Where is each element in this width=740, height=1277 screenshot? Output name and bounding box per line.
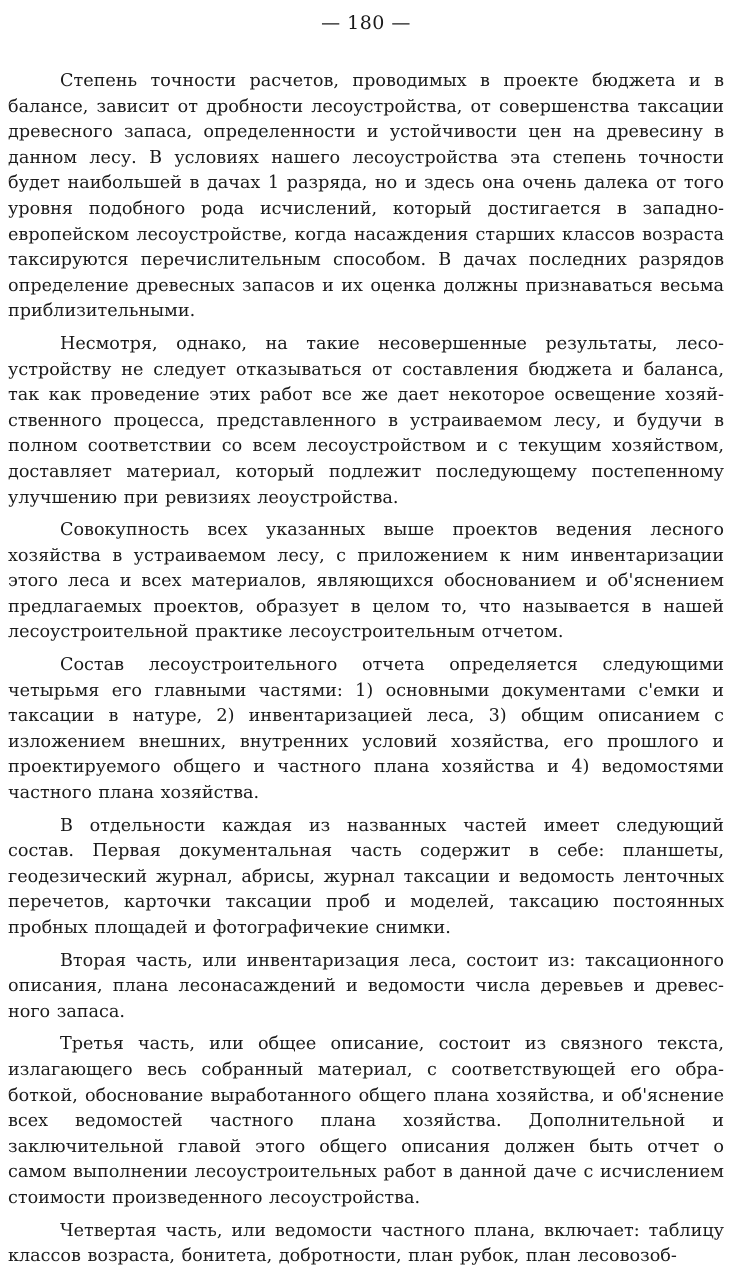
- paragraph-first-part: В отдельности каждая из названных частей имеет следующий состав. Первая документальная часть содержит в себе: планшеты, геодезический журнал, абрисы, журнал таксации и ведомость ленточных перечетов, карточки таксации проб и моделей, таксацию постоянных пробных площадей и фотографичекие снимки.: [8, 815, 724, 938]
- paragraph-forest-management-report: Совокупность всех указанных выше проектов ведения лесного хозяйства в устраиваемом лесу, с приложением к ним инвентаризации этого леса и всех материалов, являющихся обоснованием и об'яснением предлагаемых проектов, образует в целом то, что называется в нашей лесоустроительной практике лесоустроительным отчетом.: [8, 520, 724, 643]
- paragraph-fourth-part: Четвертая часть, или ведомости частного плана, включает: таблицу классов возраста, бонитета, добротности, план рубок, план лесовозоб-: [8, 1220, 724, 1267]
- page-number: — 180 —: [321, 12, 411, 34]
- paragraph-accuracy-of-calculations: Степень точности расчетов, проводимых в проекте бюджета и в балансе, зависит от дробности лесоустройства, от совершенства таксации древесного запаса, определенности и устойчивости цен на древесину в данном лесу. В условиях нашего лесоустройства эта степень точности будет наибольшей в дачах 1 разряда, но и здесь она очень далека от того уровня подобного рода исчислений, который достигается в западно-европейском лесоустройстве, когда насаждения старших классов возраста таксируются перечислительным способом. В дачах последних разрядов определение древесных запасов и их оценка должны признаваться весьма приблизительными.: [8, 71, 724, 322]
- book-page: [8, 10, 724, 1277]
- paragraph-report-composition: Состав лесоустроительного отчета определяется следующими четырьмя его главными частями: 1) основными документами с'емки и таксации в натуре, 2) инвентаризацией леса, 3) общим описанием с изложением внешних, внутренних условий хозяйства, его прошлого и проектируемого общего и частного плана хозяйства и 4) ведомостями частного плана хозяйства.: [8, 655, 724, 804]
- paragraph-second-part: Вторая часть, или инвентаризация леса, состоит из: таксационного описания, плана лесонасаждений и ведомости числа деревьев и древесного запаса.: [8, 950, 724, 1022]
- paragraph-third-part: Третья часть, или общее описание, состоит из связного текста, излагающего весь собранный материал, с соответствующей его обработкой, обоснование выработанного общего плана хозяйства, и об'яснение всех ведомостей частного плана хозяйства. Дополнительной и заключительной главой этого общего описания должен быть отчет о самом выполнении лесоустроительных работ в данной даче с исчислением стоимости произведенного лесоустройства.: [8, 1034, 724, 1208]
- paragraph-budget-and-balance: Несмотря, однако, на такие несовершенные результаты, лесоустройству не следует отказываться от составления бюджета и баланса, так как проведение этих работ все же дает некоторое освещение хозяйственного процесса, представленного в устраиваемом лесу, и будучи в полном соответствии со всем лесоустройством и с текущим хозяйством, доставляет материал, который подлежит последующему постепенному улучшению при ревизиях леоустройства.: [8, 333, 724, 508]
